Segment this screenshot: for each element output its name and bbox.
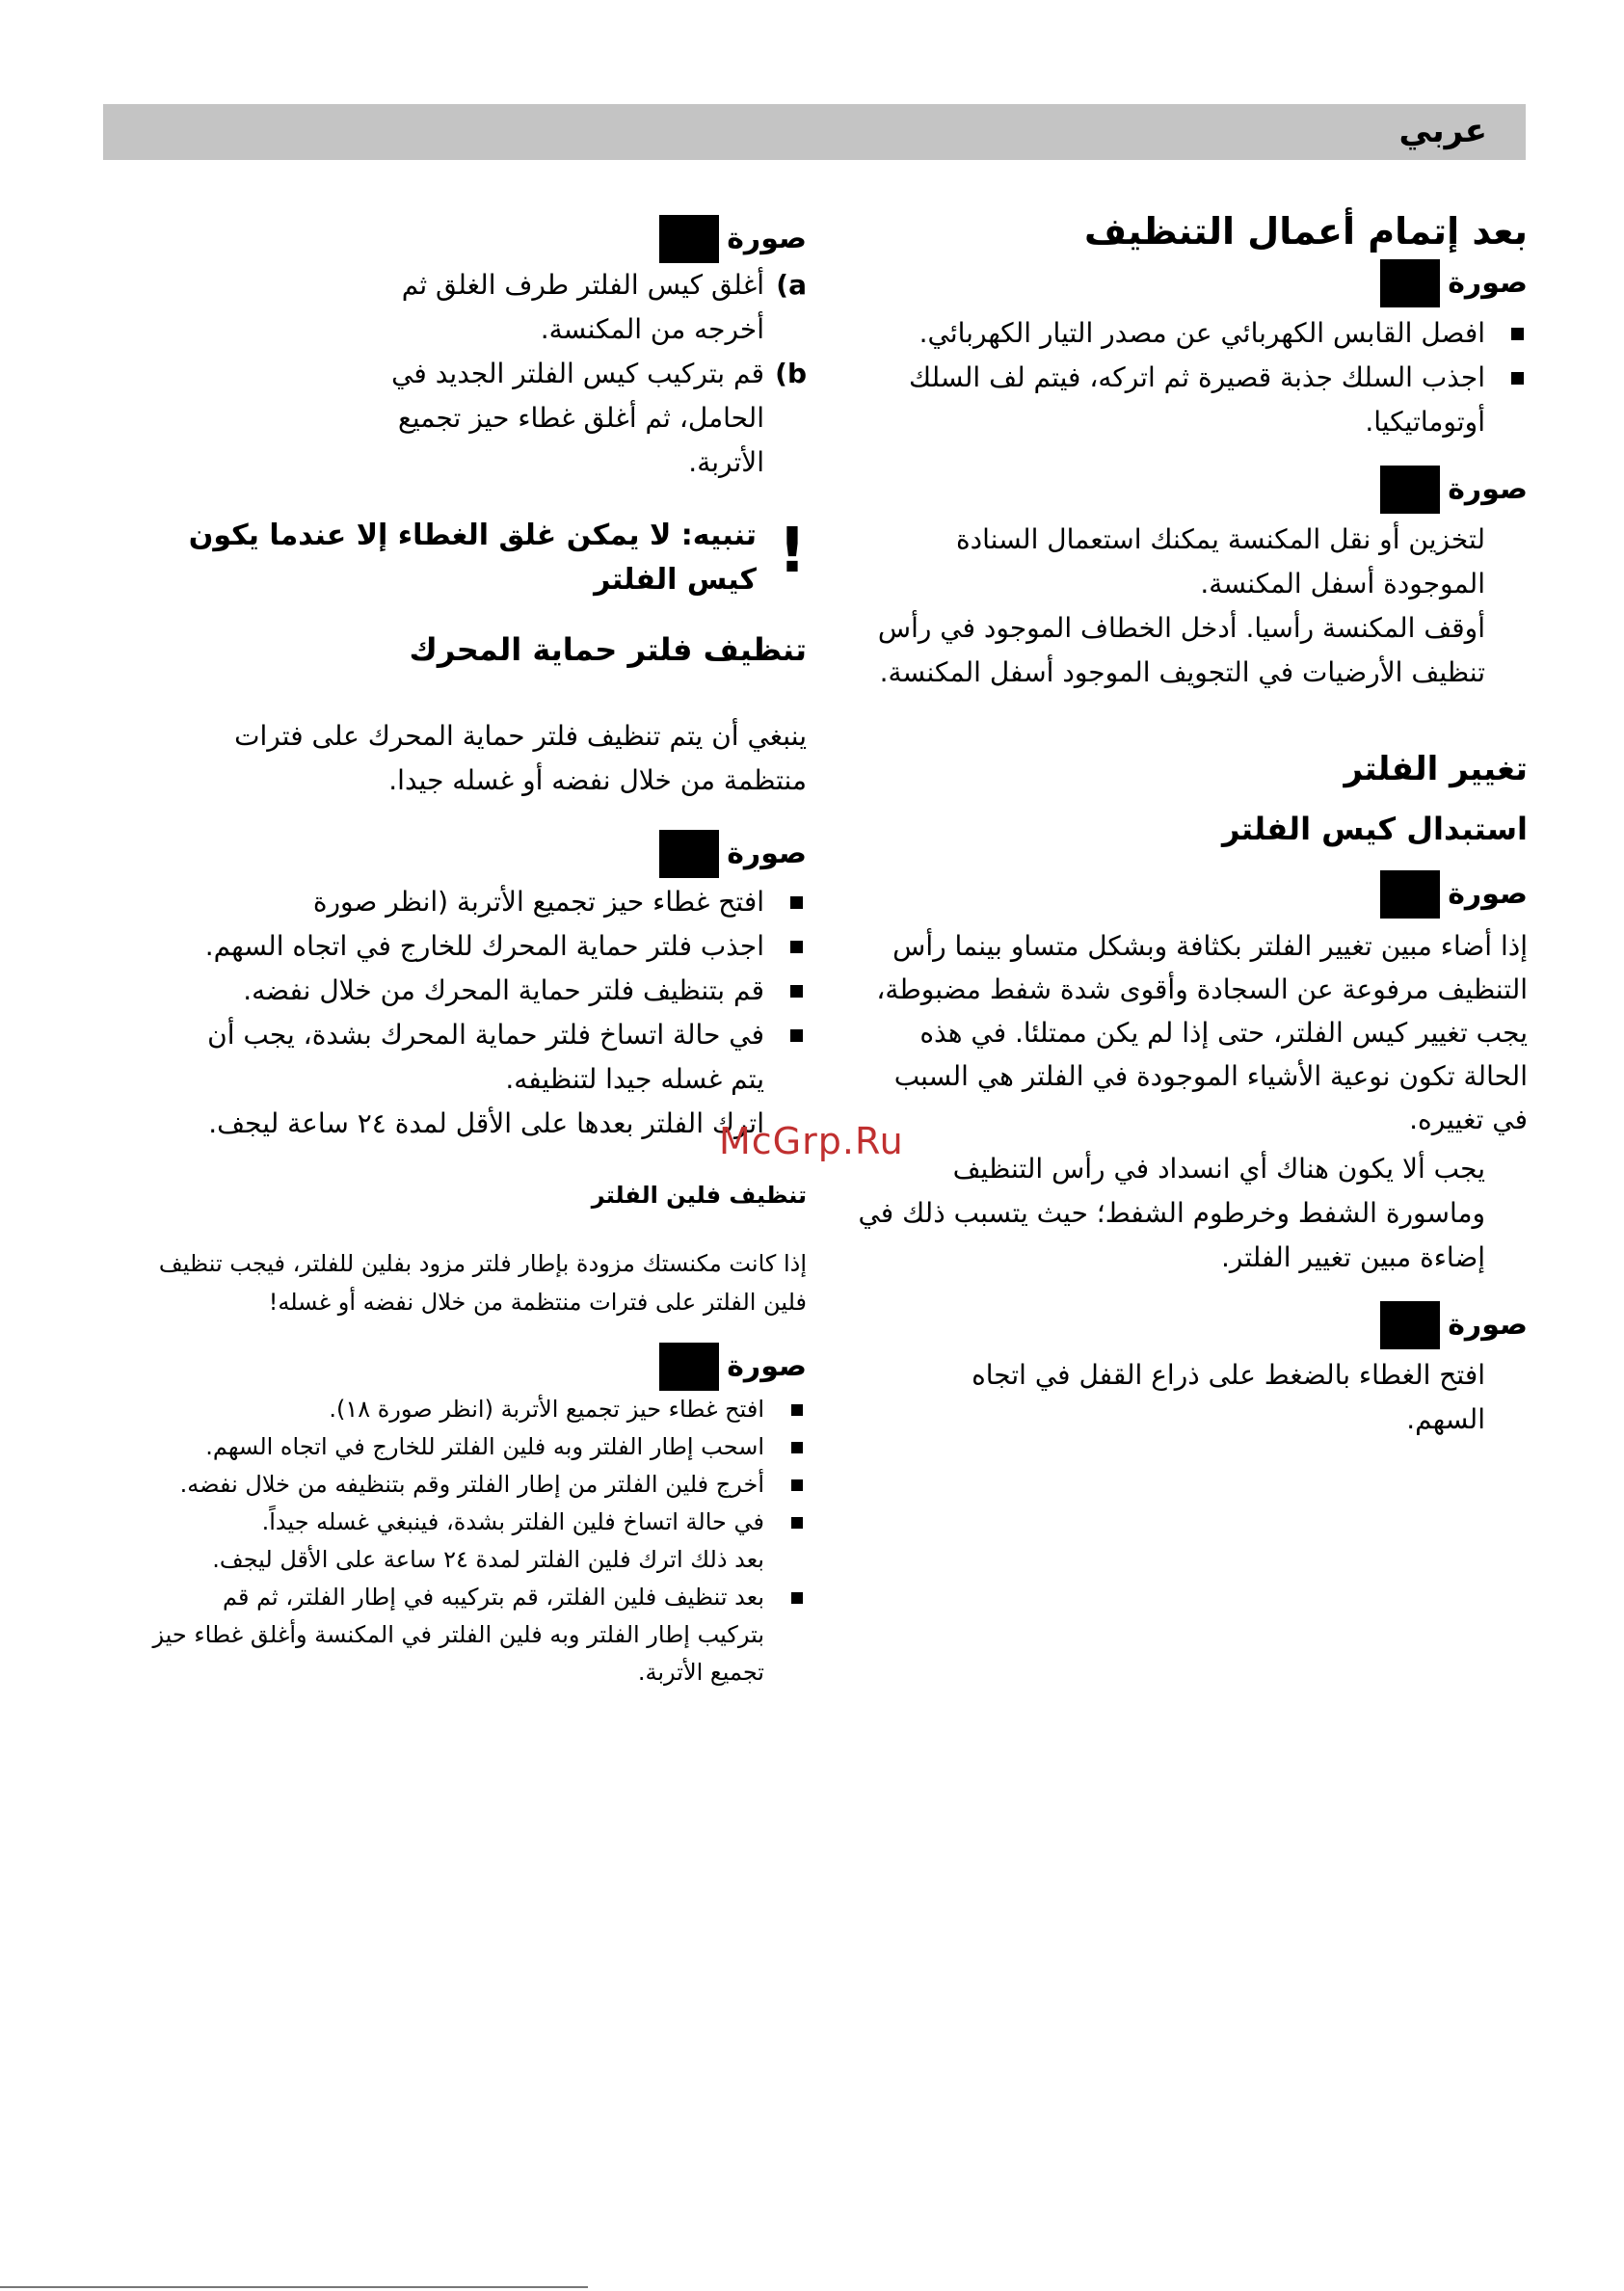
change-filter-subtitle: استبدال كيس الفلتر (1221, 811, 1528, 847)
language-label: عربي (1398, 112, 1487, 150)
storage-text-2: أوقف المكنسة رأسيا. أدخل الخطاف الموجود في رأس تنظيف الأرضيات في التجويف الموجود أسفل المكنسة. (877, 612, 1485, 688)
figure-number-box (1380, 1301, 1440, 1349)
right-column (853, 207, 1528, 1442)
filter-bag-steps (383, 263, 807, 485)
storage-text-1: لتخزين أو نقل المكنسة يمكنك استعمال السنادة الموجودة أسفل المكنسة. (955, 523, 1485, 599)
list-item: بعد ذلك اترك فلين الفلتر لمدة ٢٤ ساعة على الأقل ليجف. (212, 1546, 764, 1573)
figure-label (113, 215, 807, 263)
motor-filter-intro: ينبغي أن يتم تنظيف فلتر حماية المحرك على فترات منتظمة من خلال نفضه أو غسله جيدا. (234, 720, 807, 796)
exclamation-icon: ! (778, 516, 807, 587)
figure-number-box (1380, 259, 1440, 307)
list-item: افتح غطاء حيز تجميع الأتربة (انظر صورة ١٨). (151, 1391, 807, 1428)
figure-label (853, 1301, 1528, 1349)
list-item: افصل القابس الكهربائي عن مصدر التيار الكهربائي. (863, 311, 1528, 356)
step-mark: a) (776, 269, 807, 301)
figure-text: صورة (727, 1349, 807, 1383)
list-item: افتح غطاء حيز تجميع الأتربة (انظر صورة (190, 880, 807, 924)
figure-text: صورة (727, 222, 807, 255)
figure-number-box (1380, 870, 1440, 919)
figure-label (113, 1343, 807, 1391)
list-item: في حالة اتساخ فلين الفلتر بشدة، فينبغي غسله جيداً. (151, 1504, 807, 1541)
motor-filter-title: تنظيف فلتر حماية المحرك (409, 631, 807, 668)
figure-text: صورة (727, 837, 807, 870)
motor-filter-bullets (190, 880, 807, 1102)
list-item: في حالة اتساخ فلتر حماية المحرك بشدة، يجب أن يتم غسله جيدا لتنظيفه. (190, 1013, 807, 1102)
warning-block (120, 514, 807, 602)
step-mark: b) (775, 358, 807, 389)
change-filter-text-2: يجب ألا يكون هناك أي انسداد في رأس التنظيف وماسورة الشفط وخرطوم الشفط؛ حيث يتسبب ذلك في إضاءة مبين تغيير الفلتر. (858, 1153, 1485, 1273)
figure-label (853, 259, 1528, 307)
figure-label (853, 466, 1528, 514)
list-item: أخرج فلين الفلتر من إطار الفلتر وقم بتنظيفه من خلال نفضه. (151, 1466, 807, 1504)
felt-filter-bullets (151, 1391, 807, 1692)
watermark: McGrp.Ru (719, 1120, 904, 1162)
figure-number-box (659, 830, 719, 878)
change-filter-title: تغيير الفلتر (1344, 750, 1528, 788)
warning-text: تنبيه: لا يمكن غلق الغطاء إلا عندما يكون كيس الفلتر (188, 519, 757, 597)
left-column (113, 207, 807, 1692)
figure-number-box (659, 1343, 719, 1391)
change-filter-text-1: إذا أضاء مبين تغيير الفلتر بكثافة وبشكل متساو بينما رأس التنظيف مرفوعة عن السجادة وأقوى شدة شفط مضبوطة، يجب تغيير كيس الفلتر، حتى إذا لم يكن ممتلئا. في هذه الحالة تكون نوعية الأشياء الموجودة في الفلتر هي السبب في تغييره. (876, 930, 1528, 1135)
after-cleaning-bullets (863, 311, 1528, 444)
felt-filter-title: تنظيف فلين الفلتر (591, 1182, 807, 1209)
list-item: اجذب فلتر حماية المحرك للخارج في اتجاه السهم. (190, 924, 807, 969)
figure-text: صورة (1448, 1308, 1528, 1342)
list-item: اسحب إطار الفلتر وبه فلين الفلتر للخارج في اتجاه السهم. (151, 1428, 807, 1466)
list-item (383, 263, 807, 352)
figure-label (113, 830, 807, 878)
figure-number-box (1380, 466, 1440, 514)
list-item (383, 352, 807, 485)
list-item: قم بتنظيف فلتر حماية المحرك من خلال نفضه. (190, 969, 807, 1013)
step-text: أغلق كيس الفلتر طرف الغلق ثم أخرجه من المكنسة. (401, 269, 764, 345)
figure-number-box (659, 215, 719, 263)
figure-text: صورة (1448, 266, 1528, 300)
step-text: قم بتركيب كيس الفلتر الجديد في الحامل، ثم أغلق غطاء حيز تجميع الأتربة. (391, 358, 764, 478)
change-filter-text-3: افتح الغطاء بالضغط على ذراع القفل في اتجاه السهم. (972, 1359, 1485, 1435)
figure-text: صورة (1448, 877, 1528, 911)
bottom-divider (0, 2286, 588, 2288)
figure-text: صورة (1448, 472, 1528, 506)
list-item: اجذب السلك جذبة قصيرة ثم اتركه، فيتم لف السلك أوتوماتيكيا. (863, 356, 1528, 444)
list-item: بعد تنظيف فلين الفلتر، قم بتركيبه في إطار الفلتر، ثم قم بتركيب إطار الفلتر وبه فلين الفلتر في المكنسة وأغلق غطاء حيز تجميع الأتربة. (151, 1579, 807, 1692)
after-cleaning-title: بعد إتمام أعمال التنظيف (1083, 210, 1528, 253)
figure-label (853, 870, 1528, 919)
header-bar (103, 104, 1526, 160)
felt-filter-intro: إذا كانت مكنستك مزودة بإطار فلتر مزود بفلين للفلتر، فيجب تنظيف فلين الفلتر على فترات منتظمة من خلال نفضه أو غسله! (158, 1250, 807, 1316)
motor-filter-after: اترك الفلتر بعدها على الأقل لمدة ٢٤ ساعة ليجف. (208, 1107, 764, 1139)
